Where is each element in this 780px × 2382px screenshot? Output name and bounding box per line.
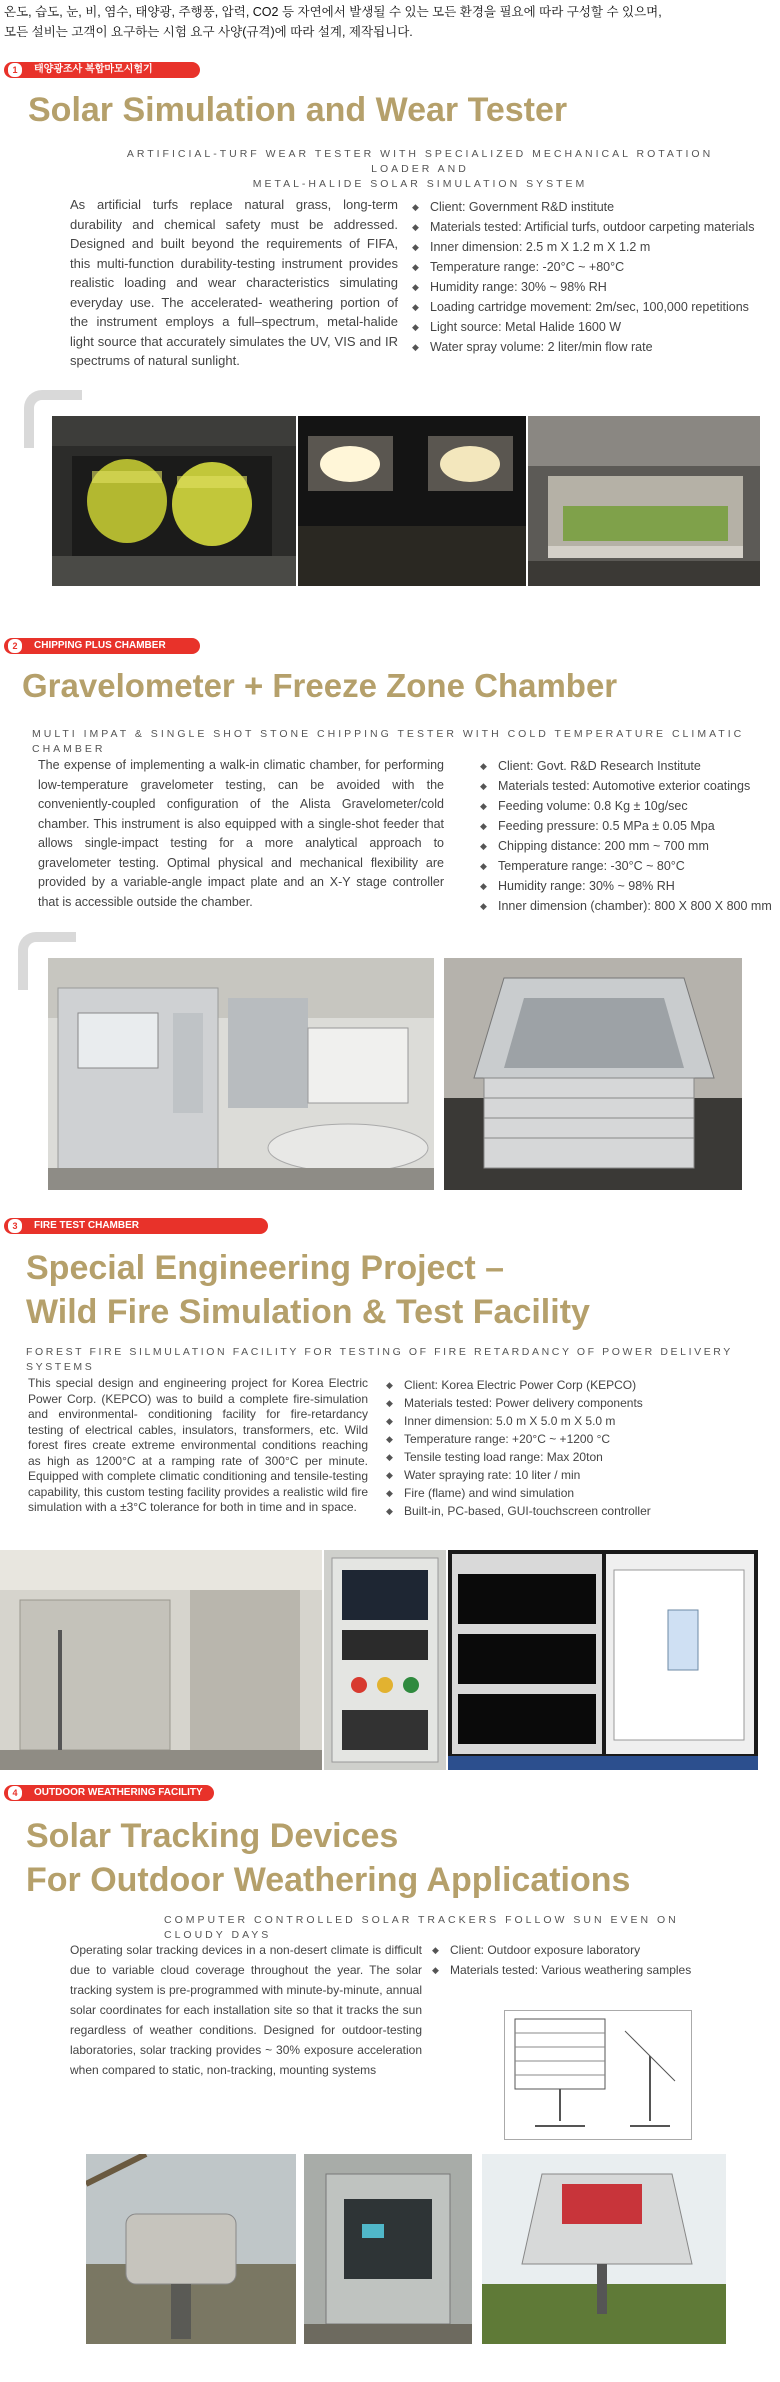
photo-gravelometer-chamber [48,958,434,1190]
spec-item: ◆ Light source: Metal Halide 1600 W [410,317,754,337]
spec-item: ◆ Chipping distance: 200 mm ~ 700 mm [478,836,772,856]
photo-tracker-housing [86,2154,296,2344]
section-3-number: 3 [7,1218,23,1234]
photo-control-panel [324,1550,446,1770]
spec-item: ◆ Client: Govt. R&D Research Institute [478,756,772,776]
section-1-subtitle-line-1: ARTIFICIAL-TURF WEAR TESTER WITH SPECIALIZED MECHANICAL ROTATION LOADER AND [126,148,714,175]
intro-text [4,2,662,42]
spec-item: ◆ Feeding volume: 0.8 Kg ± 10g/sec [478,796,772,816]
spec-item: ◆ Water spraying rate: 10 liter / min [384,1466,651,1484]
spec-item: ◆ Inner dimension (chamber): 800 X 800 X 800 mm [478,896,772,916]
section-1-number: 1 [7,62,23,78]
spec-item: ◆ Client: Outdoor exposure laboratory [430,1940,691,1960]
section-3-tag [4,1218,268,1234]
section-4-title-line-1: Solar Tracking Devices [26,1817,399,1855]
spec-item: ◆ Loading cartridge movement: 2m/sec, 100,000 repetitions [410,297,754,317]
spec-item: ◆ Feeding pressure: 0.5 MPa ± 0.05 Mpa [478,816,772,836]
section-4-specs [430,1940,691,1980]
section-3-title-line-2: Wild Fire Simulation & Test Facility [26,1293,590,1331]
section-2-number: 2 [7,638,23,654]
photo-turf-chamber [528,416,760,586]
spec-item: ◆ Fire (flame) and wind simulation [384,1484,651,1502]
spec-item: ◆ Materials tested: Artificial turfs, outdoor carpeting materials [410,217,754,237]
photo-control-cabinet [304,2154,472,2344]
intro-line-1: 온도, 습도, 눈, 비, 염수, 태양광, 주행풍, 압력, CO2 등 자연에서 발생될 수 있는 모든 환경을 필요에 따라 구성할 수 있으며, [4,5,662,19]
spec-item: ◆ Humidity range: 30% ~ 98% RH [478,876,772,896]
section-2-description: The expense of implementing a walk-in climatic chamber, for performing low-temperature gravelometer testing, can be avoided with the conveniently-coupled configuration of the Alista Gravelometer/cold chamber. This instrument is also equipped with a single-shot feeder that allows single-impact testing for a more analytical approach to gravelometer testing. Optimal physical and mechanical flexibility are provided by a variable-angle impact plate and an X-Y stage controller that is accessible outside the chamber. [38,758,444,909]
diagram-solar-tracker [504,2010,692,2140]
spec-item: ◆ Materials tested: Automotive exterior coatings [478,776,772,796]
section-1-subtitle [120,147,720,192]
photo-fire-facility-interior [0,1550,322,1770]
photo-turf-wear-tester [52,416,296,586]
spec-item: ◆ Built-in, PC-based, GUI-touchscreen controller [384,1502,651,1520]
spec-item: ◆ Materials tested: Various weathering samples [430,1960,691,1980]
section-2-specs [478,756,772,916]
section-4-description: Operating solar tracking devices in a non-desert climate is difficult due to variable cloud coverage throughout the year. The solar tracking system is pre-programmed with minute-by-minute, annual solar coordinates for each installation site so that it tracks the sun regardless of weather conditions. Designed for outdoor-testing laboratories, solar tracking provides ~ 30% exposure acceleration when compared to static, non-tracking, mounting systems [70,1943,422,2077]
section-2-tag-label: CHIPPING PLUS CHAMBER [34,640,166,651]
section-4-tag [4,1785,214,1801]
section-2-subtitle: MULTI IMPAT & SINGLE SHOT STONE CHIPPING TESTER WITH COLD TEMPERATURE CLIMATIC CHAMBER [32,728,745,755]
spec-item: ◆ Water spray volume: 2 liter/min flow rate [410,337,754,357]
section-1-tag [4,62,200,78]
spec-item: ◆ Tensile testing load range: Max 20ton [384,1448,651,1466]
spec-item: ◆ Temperature range: +20°C ~ +1200 °C [384,1430,651,1448]
section-3-description: This special design and engineering project for Korea Electric Power Corp. (KEPCO) was to build a complete fire-simulation and environmental- conditioning facility for fire-retardancy testing of electrical cables, insulators, transformers, etc. Wild forest fires create extreme environmental conditions reaching as high as 1200°C at a ramping rate of 300°C per minute. Equipped with complete climatic conditioning and tensile-testing capability, this custom testing facility provides a realistic wild fire simulation with a ±3°C tolerance for both in time and in space. [28,1376,368,1514]
section-3-title-line-1: Special Engineering Project – [26,1249,505,1287]
section-4-subtitle: COMPUTER CONTROLLED SOLAR TRACKERS FOLLOW SUN EVEN ON CLOUDY DAYS [164,1914,679,1941]
section-4-tag-label: OUTDOOR WEATHERING FACILITY [34,1787,203,1798]
photo-gui-touchscreen [448,1550,758,1770]
spec-item: ◆ Temperature range: -20°C ~ +80°C [410,257,754,277]
intro-line-2: 모든 설비는 고객이 요구하는 시험 요구 사양(규격)에 따라 설계, 제작됩니다. [4,25,413,39]
section-4-title-line-2: For Outdoor Weathering Applications [26,1861,631,1899]
photo-metal-halide-lamps [298,416,526,586]
section-2-title: Gravelometer + Freeze Zone Chamber [22,667,618,704]
spec-item: ◆ Client: Korea Electric Power Corp (KEPCO) [384,1376,651,1394]
section-3-subtitle: FOREST FIRE SILMULATION FACILITY FOR TESTING OF FIRE RETARDANCY OF POWER DELIVERY SYSTEMS [26,1346,733,1373]
photo-solar-tracker-field [482,2154,726,2344]
section-4-number: 4 [7,1785,23,1801]
spec-item: ◆ Inner dimension: 2.5 m X 1.2 m X 1.2 m [410,237,754,257]
spec-item: ◆ Temperature range: -30°C ~ 80°C [478,856,772,876]
photo-chamber-interior [444,958,742,1190]
spec-item: ◆ Inner dimension: 5.0 m X 5.0 m X 5.0 m [384,1412,651,1430]
section-3-specs [384,1376,651,1520]
section-1-description: As artificial turfs replace natural grass, long-term durability and chemical safety must be addressed. Designed and built beyond the requirements of FIFA, this multi-function durability-testing instrument provides realistic loading and wear characteristics simulating everyday use. The accelerated- weathering portion of the instrument employs a full–spectrum, metal-halide light source that accurately simulates the UV, VIS and IR spectrums of natural sunlight. [70,197,398,368]
section-1-tag-label: 태양광조사 복합마모시험기 [34,64,153,75]
section-1-subtitle-line-2: METAL-HALIDE SOLAR SIMULATION SYSTEM [252,178,588,190]
section-1-specs [410,197,754,357]
spec-item: ◆ Humidity range: 30% ~ 98% RH [410,277,754,297]
section-2-tag [4,638,200,654]
section-3-tag-label: FIRE TEST CHAMBER [34,1220,139,1231]
spec-item: ◆ Materials tested: Power delivery components [384,1394,651,1412]
spec-item: ◆ Client: Government R&D institute [410,197,754,217]
section-1-title: Solar Simulation and Wear Tester [28,91,568,129]
